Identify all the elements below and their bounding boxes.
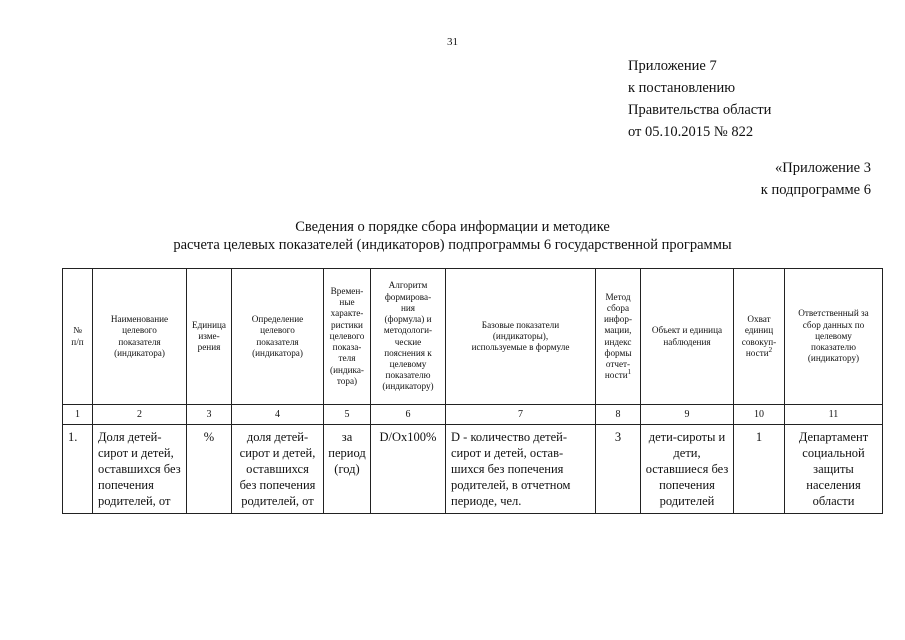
cell-text-line: Единица (191, 319, 227, 330)
cell-text-line: ности$^1$ (604, 368, 632, 381)
row-cell (93, 425, 187, 514)
annex-3-line: к подпрограмме 6 (760, 182, 871, 198)
cell-text-line: (индикатору) (807, 353, 860, 364)
cell-text-line: защиты (813, 462, 854, 476)
cell-text-line: целевого (329, 330, 365, 341)
cell-text-line: Алгоритм (388, 280, 428, 291)
row-cell (785, 425, 883, 514)
cell-text-line: целевому (389, 358, 427, 369)
cell-text-line: теля (338, 353, 356, 364)
row-cell (324, 425, 371, 514)
cell-text-line: области (812, 494, 855, 508)
cell-text-line: Объект и единица (651, 325, 723, 336)
cell-text-line: Доля детей- (98, 430, 162, 444)
cell-text-line: используемые в формуле (471, 342, 570, 353)
cell-text-line: инфор- (603, 314, 633, 325)
cell-text-line: D - количество детей- (451, 430, 568, 444)
cell-text-line: сирот и детей, (239, 446, 316, 460)
cell-text-line: родителей, в отчетном (451, 478, 571, 492)
column-number: 1 (63, 405, 93, 425)
cell-text-line: индекс (604, 336, 632, 347)
annex-7-line: от 05.10.2015 № 822 (628, 124, 754, 140)
cell-text-line: дети-сироты и (648, 430, 726, 444)
row-cell (187, 425, 232, 514)
cell-text-line: (формула) и (384, 314, 432, 325)
cell-text-line: (год) (334, 462, 360, 476)
header-cell (371, 269, 446, 405)
cell-text-line: п/п (71, 336, 84, 347)
cell-text-line: отчет- (605, 358, 631, 369)
cell-text-line: оставшихся без (98, 462, 181, 476)
row-cell (446, 425, 596, 514)
cell-text-line: целевого (122, 325, 157, 336)
footnote-mark: 2 (768, 345, 773, 354)
header-cell (734, 269, 785, 405)
header-cell (63, 269, 93, 405)
column-number: 9 (641, 405, 734, 425)
cell-text-line: совокуп- (741, 336, 777, 347)
cell-text-line: Времен- (330, 286, 364, 297)
cell-text-line: 1 (755, 430, 763, 444)
column-number: 7 (446, 405, 596, 425)
cell-text-line: оставшихся (246, 462, 309, 476)
cell-text-line: оставшиеся без (645, 462, 729, 476)
column-number: 3 (187, 405, 232, 425)
cell-text-line: наблюдения (663, 336, 711, 347)
cell-text-line: социальной (802, 446, 865, 460)
cell-text-line: (индикатора) (114, 347, 165, 358)
column-number: 10 (734, 405, 785, 425)
cell-text-line: периоде, чел. (451, 494, 522, 508)
cell-text-line: за (341, 430, 353, 444)
cell-text-line: попечения (659, 478, 715, 492)
cell-text-line: показателя (118, 336, 161, 347)
cell-text-line: пояснения к (384, 347, 432, 358)
cell-text-line: характе- (330, 308, 364, 319)
cell-text-line: рения (197, 342, 221, 353)
row-cell (596, 425, 641, 514)
row-cell (232, 425, 324, 514)
cell-text-line: доля детей- (246, 430, 309, 444)
title-line: Сведения о порядке сбора информации и методике (295, 219, 610, 235)
page-number: 31 (447, 36, 458, 48)
cell-text-line: ния (400, 302, 416, 313)
cell-text-line: D/Ox100% (379, 430, 437, 444)
cell-text-line: населения (806, 478, 861, 492)
table-header-row (63, 269, 883, 405)
cell-text-line: Определение (251, 314, 304, 325)
cell-text-line: Департамент (798, 430, 869, 444)
cell-text-line: 3 (614, 430, 622, 444)
cell-text-line: (индикатору) (382, 381, 434, 392)
cell-text-line: показа- (332, 342, 362, 353)
cell-text-line: целевому (815, 330, 852, 341)
cell-text-line: Охват (747, 314, 771, 325)
cell-text-line: методологи- (383, 325, 433, 336)
cell-text-line: сбор данных по (802, 319, 865, 330)
cell-text-line: ристики (331, 319, 363, 330)
cell-text-line: Наименование (110, 314, 169, 325)
cell-text-line: формы (604, 347, 632, 358)
column-number: 5 (324, 405, 371, 425)
cell-text-line: родителей (659, 494, 715, 508)
column-number: 11 (785, 405, 883, 425)
cell-text-line: изме- (198, 330, 220, 341)
cell-text-line: (индика- (330, 364, 364, 375)
cell-text-line: Базовые показатели (481, 319, 560, 330)
annex-7-line: к постановлению (628, 80, 736, 96)
cell-text-line: 1. (68, 430, 78, 444)
cell-text-line: показателю (811, 342, 856, 353)
cell-text-line: мации, (604, 325, 632, 336)
cell-text-line: без попечения (239, 478, 316, 492)
cell-text-line: период (328, 446, 366, 460)
annex-3-line: «Приложение 3 (775, 160, 871, 176)
annex-7-line: Правительства области (628, 102, 772, 118)
cell-text-line: показателю (385, 370, 431, 381)
column-number: 6 (371, 405, 446, 425)
cell-text-line: сирот и детей, остав- (451, 446, 564, 460)
cell-text-line: попечения (98, 478, 154, 492)
cell-text-line: сирот и детей, (98, 446, 174, 460)
cell-text-line: (индикаторы), (492, 330, 549, 341)
cell-text-line: ные (339, 297, 355, 308)
column-number-row (63, 405, 883, 425)
cell-text-line: единиц (744, 325, 774, 336)
title-line: расчета целевых показателей (индикаторов) подпрограммы 6 государственной программы (173, 237, 732, 253)
cell-text-line: шихся без попечения (451, 462, 564, 476)
document-title (0, 218, 905, 254)
cell-text-line: % (203, 430, 215, 444)
cell-text-line: № (73, 325, 82, 336)
cell-text-line: Ответственный за (798, 308, 869, 319)
header-cell (93, 269, 187, 405)
cell-text-line: родителей, от (241, 494, 314, 508)
cell-text-line: Метод (605, 291, 631, 302)
header-cell (785, 269, 883, 405)
header-cell (596, 269, 641, 405)
cell-text-line: тора) (336, 375, 358, 386)
annex-7-line: Приложение 7 (628, 58, 717, 74)
header-cell (187, 269, 232, 405)
indicators-table-container (62, 268, 882, 514)
footnote-mark: 1 (627, 368, 632, 377)
row-cell (734, 425, 785, 514)
cell-text-line: ности$^2$ (745, 345, 773, 358)
column-number: 8 (596, 405, 641, 425)
cell-text-line: формирова- (384, 291, 432, 302)
header-cell (324, 269, 371, 405)
cell-text-line: ческие (394, 336, 422, 347)
cell-text-line: показателя (256, 336, 299, 347)
cell-text-line: сбора (606, 302, 630, 313)
cell-text-line: дети, (673, 446, 701, 460)
column-number: 4 (232, 405, 324, 425)
row-cell (63, 425, 93, 514)
column-number: 2 (93, 405, 187, 425)
header-cell (641, 269, 734, 405)
cell-text-line: родителей, от (98, 494, 171, 508)
row-cell (371, 425, 446, 514)
header-cell (232, 269, 324, 405)
row-cell (641, 425, 734, 514)
cell-text-line: (индикатора) (252, 347, 303, 358)
annex-3-header (761, 157, 871, 201)
indicators-table (62, 268, 883, 514)
table-row (63, 425, 883, 514)
annex-7-header (628, 55, 771, 143)
cell-text-line: целевого (260, 325, 295, 336)
header-cell (446, 269, 596, 405)
